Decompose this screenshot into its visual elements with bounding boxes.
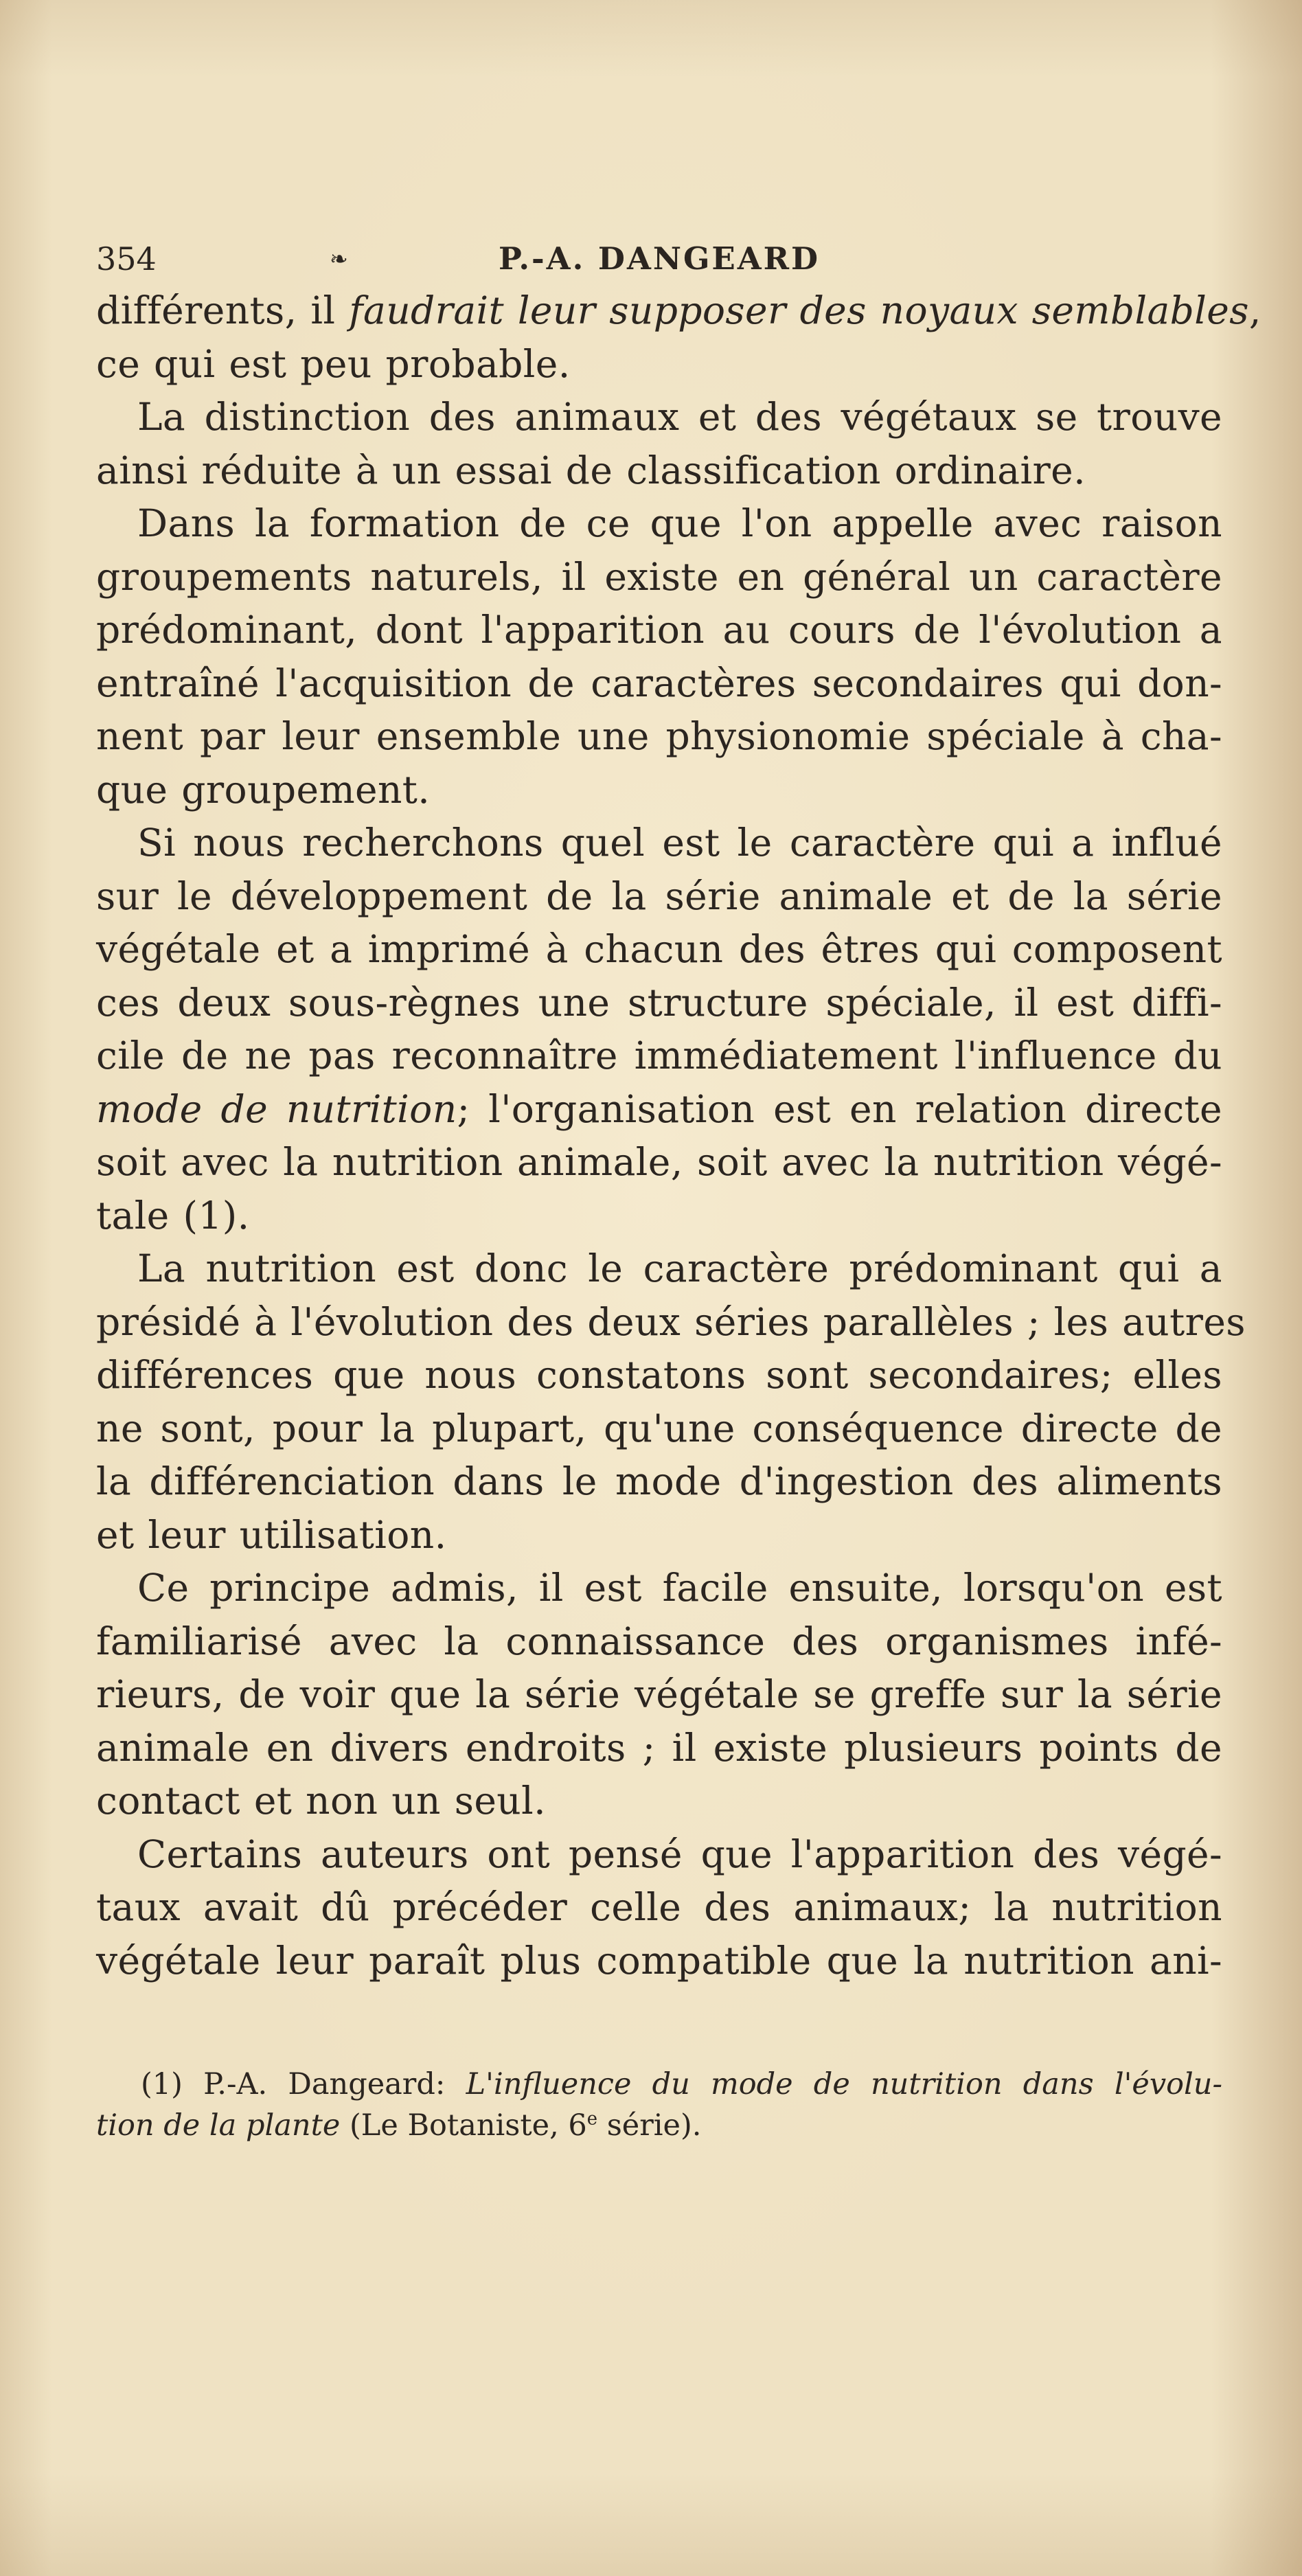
text-span: série). <box>597 2108 702 2143</box>
text-line: ainsi réduite à un essai de classification ordinaire. <box>96 448 1086 492</box>
text-line: végétale leur paraît plus compatible que la nutrition ani- <box>96 1938 1222 1983</box>
text-line: sur le développement de la série animale et de la série <box>96 874 1222 918</box>
text-line: La nutrition est donc le caractère prédominant qui a <box>137 1246 1222 1290</box>
text-line: différences que nous constatons sont secondaires; elles <box>96 1353 1222 1397</box>
italic-text: mode de nutrition <box>96 1086 457 1131</box>
page-number: 354 <box>96 240 157 277</box>
text-line: Ce principe admis, il est facile ensuite, lorsqu'on est <box>137 1566 1222 1610</box>
text-line <box>96 284 1261 338</box>
text-line: contact et non un seul. <box>96 1779 546 1823</box>
text-line: nent par leur ensemble une physionomie spéciale à cha- <box>96 714 1222 758</box>
text-line: ne sont, pour la plupart, qu'une conséquence directe de <box>96 1406 1222 1450</box>
text-line: entraîné l'acquisition de caractères secondaires qui don- <box>96 661 1222 705</box>
paragraph-3 <box>96 497 1222 817</box>
superscript: e <box>586 2108 598 2130</box>
running-head-author: P.-A. DANGEARD <box>498 240 821 277</box>
text-line: rieurs, de voir que la série végétale se greffe sur la série <box>96 1672 1222 1716</box>
text-line: familiarisé avec la connaissance des organismes infé- <box>96 1619 1222 1663</box>
text-line: animale en divers endroits ; il existe plusieurs points de <box>96 1725 1222 1770</box>
text-line: prédominant, dont l'apparition au cours de l'évolution a <box>96 608 1222 652</box>
text-span: (Le Botaniste, 6 <box>340 2108 587 2143</box>
text-line: La distinction des animaux et des végétaux se trouve <box>137 395 1222 439</box>
footnote-line <box>96 2064 1222 2105</box>
text-line: cile de ne pas reconnaître immédiatement l'influence du <box>96 1034 1222 1078</box>
footnote-line <box>96 2105 1222 2146</box>
text-span: (1) P.-A. Dangeard: <box>141 2067 466 2101</box>
paragraph-4 <box>96 817 1222 1242</box>
text-line: présidé à l'évolution des deux séries parallèles ; les autres <box>96 1299 1246 1344</box>
text-line: groupements naturels, il existe en général un caractère <box>96 554 1222 599</box>
footnote <box>96 2064 1222 2146</box>
text-line: Si nous recherchons quel est le caractère qui a influé <box>137 821 1222 865</box>
text-line: la différenciation dans le mode d'ingestion des aliments <box>96 1459 1222 1503</box>
text-line: tale (1). <box>96 1193 250 1238</box>
italic-text: faudrait leur supposer des noyaux semblables <box>349 288 1249 332</box>
text-span: ; l'organisation est en relation directe <box>457 1086 1222 1131</box>
italic-text: tion de la plante <box>96 2108 341 2143</box>
paragraph-6 <box>96 1562 1222 1828</box>
text-span: différents, il <box>96 288 350 332</box>
text-line: ce qui est peu probable. <box>96 341 571 386</box>
paragraph-7 <box>96 1828 1222 1988</box>
text-line: que groupement. <box>96 767 431 812</box>
text-line: ces deux sous-règnes une structure spéciale, il est diffi- <box>96 980 1222 1025</box>
paragraph-2 <box>96 391 1222 497</box>
text-line: végétale et a imprimé à chacun des êtres qui composent <box>96 927 1222 971</box>
text-line: Dans la formation de ce que l'on appelle avec raison <box>137 501 1222 545</box>
ornament-icon: ❧ <box>330 246 348 272</box>
text-line: soit avec la nutrition animale, soit avec la nutrition végé- <box>96 1140 1222 1184</box>
text-span: , <box>1248 288 1261 332</box>
text-line: Certains auteurs ont pensé que l'apparition des végé- <box>137 1832 1222 1876</box>
paragraph-5 <box>96 1242 1246 1562</box>
running-head <box>96 233 1222 284</box>
paragraph-1 <box>96 284 1261 391</box>
body-text <box>96 284 1261 1987</box>
italic-text: L'influence du mode de nutrition dans l'évolu- <box>466 2067 1222 2101</box>
text-line: taux avait dû précéder celle des animaux; la nutrition <box>96 1885 1222 1929</box>
text-line: et leur utilisation. <box>96 1512 447 1557</box>
text-line <box>96 1083 1222 1137</box>
page-content <box>96 233 1261 1987</box>
